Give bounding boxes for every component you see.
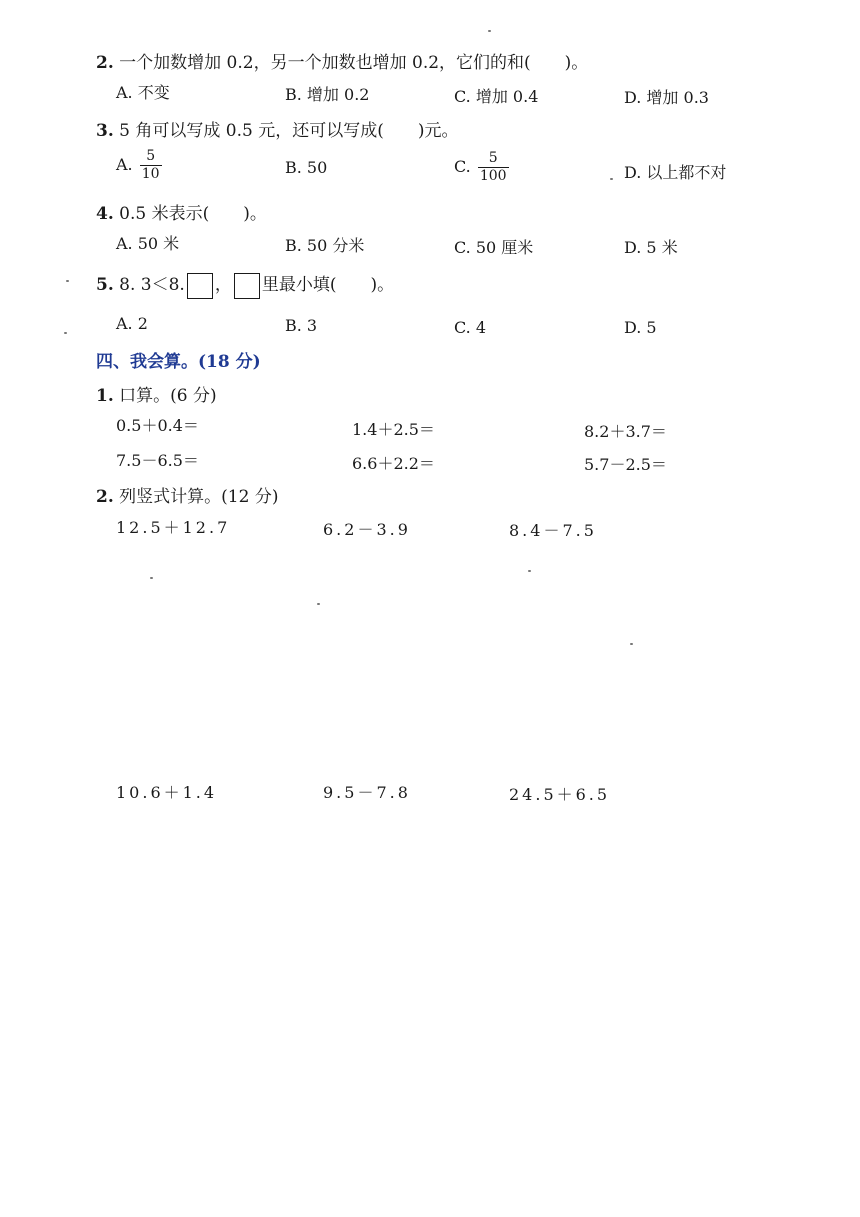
question-text-mid: ，: [214, 275, 232, 295]
question-text: 一个加数增加 0.2，另一个加数也增加 0.2，它们的和( )。: [119, 53, 589, 73]
scan-speck: [150, 577, 153, 579]
option-a: A. 50 米: [116, 234, 180, 253]
question-number: 4.: [96, 204, 114, 224]
question-3: [96, 116, 458, 141]
option-label: C.: [454, 157, 471, 176]
subsection-number: 2.: [96, 487, 114, 507]
option-c: C. 50 厘米: [454, 238, 534, 257]
option-b: B. 50: [285, 158, 328, 177]
scan-speck: [66, 280, 69, 282]
question-4: [96, 199, 267, 224]
scan-speck: [488, 30, 491, 32]
question-number: 5.: [96, 275, 114, 295]
mental-calc-item: 0.5＋0.4＝: [116, 416, 199, 435]
option-d: D. 5 米: [624, 238, 678, 257]
option-b: B. 50 分米: [285, 236, 365, 255]
denominator: 10: [141, 166, 160, 182]
vertical-calc-item: 12.5＋12.7: [116, 518, 231, 537]
mental-calc-item: 5.7－2.5＝: [584, 455, 667, 474]
question-number: 3.: [96, 121, 114, 141]
scan-speck: [64, 332, 67, 334]
scan-speck: [630, 643, 633, 645]
option-d: D. 以上都不对: [624, 163, 727, 182]
numerator: 5: [146, 148, 156, 164]
question-5: [96, 270, 394, 299]
fraction: [478, 150, 509, 185]
mental-calc-item: 8.2＋3.7＝: [584, 422, 667, 441]
question-text: 5 角可以写成 0.5 元，还可以写成( )元。: [119, 121, 459, 141]
vertical-calc-item: 24.5＋6.5: [509, 785, 611, 804]
option-b: B. 增加 0.2: [285, 85, 370, 104]
section-heading: 四、我会算。(18 分): [96, 352, 261, 372]
option-c: [454, 150, 509, 185]
option-d: D. 增加 0.3: [624, 88, 709, 107]
subsection-number: 1.: [96, 386, 114, 406]
option-label: A.: [116, 155, 133, 174]
option-a: A. 不变: [116, 83, 170, 102]
blank-box: [187, 273, 213, 299]
subsection-title: 口算。(6 分): [119, 386, 217, 406]
numerator: 5: [488, 150, 498, 166]
denominator: 100: [479, 168, 507, 184]
vertical-calc-item: 8.4－7.5: [509, 521, 597, 540]
mental-calc-item: 6.6＋2.2＝: [352, 454, 435, 473]
mental-calc-item: 1.4＋2.5＝: [352, 420, 435, 439]
option-c: C. 4: [454, 318, 487, 337]
scan-speck: [610, 178, 613, 180]
option-a: [116, 148, 162, 183]
mental-calc-item: 7.5－6.5＝: [116, 451, 199, 470]
subsection-title: 列竖式计算。(12 分): [119, 487, 279, 507]
question-2: [96, 48, 588, 73]
option-a: A. 2: [116, 314, 148, 333]
option-c: C. 增加 0.4: [454, 87, 539, 106]
question-text-before: 8. 3＜8.: [119, 275, 185, 295]
option-b: B. 3: [285, 316, 318, 335]
vertical-calc-item: 10.6＋1.4: [116, 783, 218, 802]
blank-box: [234, 273, 260, 299]
subsection-heading: [96, 381, 217, 406]
question-number: 2.: [96, 53, 114, 73]
fraction: [140, 148, 162, 183]
vertical-calc-item: 6.2－3.9: [323, 520, 411, 539]
subsection-heading: [96, 482, 278, 507]
scan-speck: [528, 570, 531, 572]
question-text-after: 里最小填( )。: [261, 275, 395, 295]
question-text: 0.5 米表示( )。: [119, 204, 267, 224]
vertical-calc-item: 9.5－7.8: [323, 783, 411, 802]
scan-speck: [317, 603, 320, 605]
option-d: D. 5: [624, 318, 657, 337]
